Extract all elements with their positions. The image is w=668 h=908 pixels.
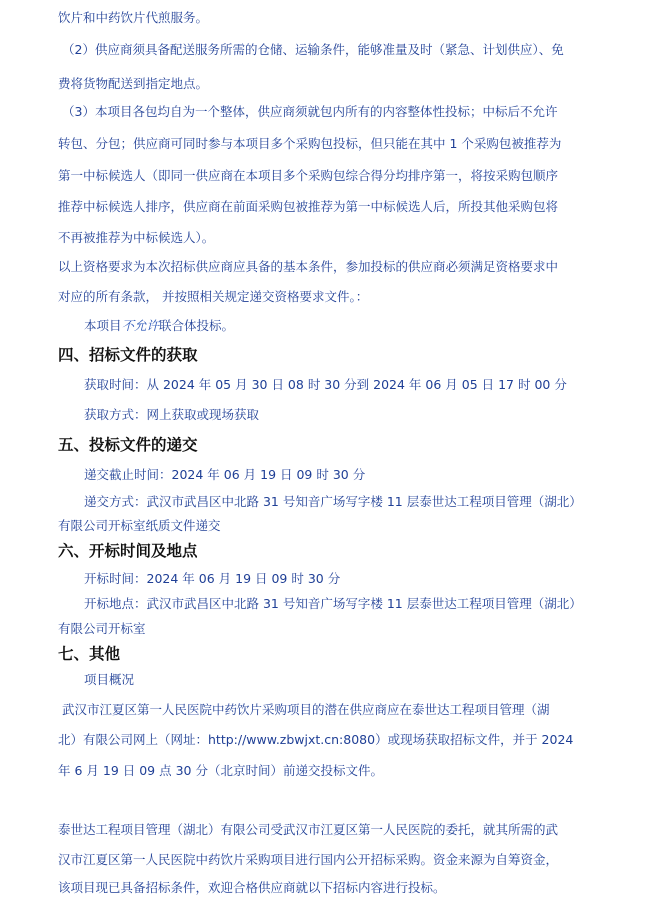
text-line: 有限公司开标室 — [58, 621, 146, 636]
section-heading: 四、招标文件的获取 — [58, 346, 198, 364]
text-line: 递交截止时间：2024 年 06 月 19 日 09 时 30 分 — [84, 467, 366, 482]
text-line: 泰世达工程项目管理（湖北）有限公司受武汉市江夏区第一人民医院的委托，就其所需的武 — [58, 822, 559, 837]
text-line: 不再被推荐为中标候选人）。 — [58, 230, 215, 245]
text-line: 第一中标候选人（即同一供应商在本项目多个采购包综合得分均排序第一，将按采购包顺序 — [58, 168, 559, 183]
text-line: 递交方式：武汉市武昌区中北路 31 号知音广场写字楼 11 层泰世达工程项目管理（湖北） — [84, 494, 582, 509]
text-line: 饮片和中药饮片代煎服务。 — [58, 10, 209, 25]
consortium-status: 不允许 — [121, 318, 160, 333]
text-fragment: 联合体投标。 — [159, 318, 235, 333]
section-heading: 六、开标时间及地点 — [58, 542, 198, 560]
section-heading: 七、其他 — [58, 645, 121, 663]
text-line: （2）供应商须具备配送服务所需的仓储、运输条件，能够准量及时（紧急、计划供应）、免 — [62, 42, 564, 57]
text-line: 年 6 月 19 日 09 点 30 分（北京时间）前递交投标文件。 — [58, 763, 383, 778]
text-line: 开标地点：武汉市武昌区中北路 31 号知音广场写字楼 11 层泰世达工程项目管理（湖北） — [84, 596, 582, 611]
text-line: 推荐中标候选人排序，供应商在前面采购包被推荐为第一中标候选人后，所投其他采购包将 — [58, 199, 559, 214]
text-line: （3）本项目各包均自为一个整体，供应商须就包内所有的内容整体性投标；中标后不允许 — [62, 104, 558, 119]
text-line: 项目概况 — [84, 672, 135, 687]
consortium-line — [84, 318, 610, 334]
section-heading: 五、投标文件的递交 — [58, 436, 198, 454]
text-line: 费将货物配送到指定地点。 — [58, 76, 209, 91]
text-line: 有限公司开标室纸质文件递交 — [58, 518, 221, 533]
text-line: 北）有限公司网上（网址：http://www.zbwjxt.cn:8080）或现场获取招标文件，并于 2024 — [58, 732, 574, 747]
text-line: 对应的所有条款， 并按照相关规定递交资格要求文件。： — [58, 289, 369, 304]
text-line: 以上资格要求为本次招标供应商应具备的基本条件，参加投标的供应商必须满足资格要求中 — [58, 259, 559, 274]
text-line: 开标时间：2024 年 06 月 19 日 09 时 30 分 — [84, 571, 341, 586]
text-line: 获取方式：网上获取或现场获取 — [84, 407, 260, 422]
text-line: 武汉市江夏区第一人民医院中药饮片采购项目的潜在供应商应在泰世达工程项目管理（湖 — [62, 702, 550, 717]
text-line: 转包、分包；供应商可同时参与本项目多个采购包投标，但只能在其中 1 个采购包被推荐为 — [58, 136, 562, 151]
text-fragment: 本项目 — [84, 318, 122, 333]
text-line: 该项目现已具备招标条件，欢迎合格供应商就以下招标内容进行投标。 — [58, 880, 446, 895]
text-line: 汉市江夏区第一人民医院中药饮片采购项目进行国内公开招标采购。资金来源为自筹资金， — [58, 852, 559, 867]
text-line: 获取时间：从 2024 年 05 月 30 日 08 时 30 分到 2024 年 06 月 05 日 17 时 00 分 — [84, 377, 567, 392]
